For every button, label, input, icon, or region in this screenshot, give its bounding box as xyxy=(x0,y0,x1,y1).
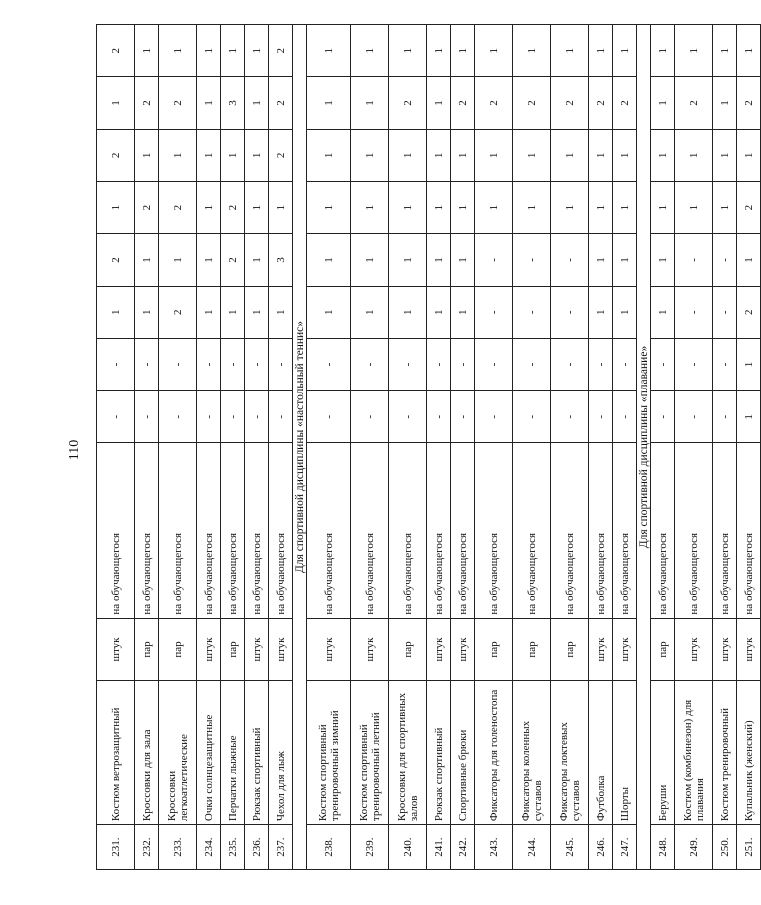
value-cell: 1 xyxy=(737,234,761,286)
value-cell: 1 xyxy=(135,25,159,77)
row-number: 251. xyxy=(737,825,761,870)
value-cell: 1 xyxy=(97,77,135,129)
value-cell: 1 xyxy=(389,286,427,338)
value-cell: 1 xyxy=(245,286,269,338)
value-cell: 2 xyxy=(675,77,713,129)
value-cell: 1 xyxy=(513,129,551,181)
value-cell: - xyxy=(135,338,159,390)
category-cell: на обучающегося xyxy=(351,443,389,618)
table-row xyxy=(245,25,269,870)
table-row xyxy=(613,25,637,870)
value-cell: 1 xyxy=(389,234,427,286)
item-name: Очки солнцезащитные xyxy=(197,681,221,825)
value-cell: 1 xyxy=(713,25,737,77)
value-cell: 1 xyxy=(613,25,637,77)
value-cell: 1 xyxy=(451,25,475,77)
value-cell: - xyxy=(475,338,513,390)
value-cell: 1 xyxy=(651,234,675,286)
unit-cell: штук xyxy=(737,618,761,681)
value-cell: 1 xyxy=(97,286,135,338)
value-cell: 1 xyxy=(737,25,761,77)
value-cell: 2 xyxy=(269,25,293,77)
value-cell: - xyxy=(551,234,589,286)
value-cell: 1 xyxy=(197,234,221,286)
value-cell: 2 xyxy=(589,77,613,129)
item-name: Рюкзак спортивный xyxy=(245,681,269,825)
value-cell: 1 xyxy=(651,129,675,181)
value-cell: - xyxy=(451,391,475,443)
value-cell: - xyxy=(651,338,675,390)
value-cell: 1 xyxy=(427,234,451,286)
table-row xyxy=(351,25,389,870)
table-row xyxy=(451,25,475,870)
page-number: 110 xyxy=(67,439,82,461)
unit-cell: пар xyxy=(651,618,675,681)
value-cell: 1 xyxy=(737,338,761,390)
value-cell: 1 xyxy=(737,129,761,181)
table-row xyxy=(427,25,451,870)
item-name: Шорты xyxy=(613,681,637,825)
value-cell: 1 xyxy=(427,286,451,338)
value-cell: 2 xyxy=(221,181,245,233)
value-cell: 2 xyxy=(221,234,245,286)
value-cell: - xyxy=(269,391,293,443)
value-cell: 1 xyxy=(389,181,427,233)
table-row xyxy=(475,25,513,870)
value-cell: - xyxy=(475,234,513,286)
value-cell: - xyxy=(475,391,513,443)
unit-cell: штук xyxy=(675,618,713,681)
value-cell: 2 xyxy=(613,77,637,129)
value-cell: 1 xyxy=(513,181,551,233)
value-cell: - xyxy=(675,391,713,443)
value-cell: 2 xyxy=(389,77,427,129)
value-cell: 1 xyxy=(307,129,351,181)
value-cell: 1 xyxy=(551,129,589,181)
value-cell: 1 xyxy=(97,181,135,233)
value-cell: 1 xyxy=(197,77,221,129)
equipment-table xyxy=(96,24,761,870)
value-cell: - xyxy=(513,391,551,443)
value-cell: 2 xyxy=(737,286,761,338)
value-cell: - xyxy=(513,286,551,338)
value-cell: 1 xyxy=(675,181,713,233)
value-cell: 1 xyxy=(427,129,451,181)
table-body xyxy=(97,25,761,870)
value-cell: 1 xyxy=(245,25,269,77)
unit-cell: штук xyxy=(351,618,389,681)
item-name: Спортивные брюки xyxy=(451,681,475,825)
value-cell: 1 xyxy=(135,129,159,181)
item-name: Футболка xyxy=(589,681,613,825)
value-cell: 1 xyxy=(221,129,245,181)
row-number: 231. xyxy=(97,825,135,870)
table-row xyxy=(513,25,551,870)
section-title: Для спортивной дисциплины «настольный теннис» xyxy=(293,25,307,870)
table-row xyxy=(221,25,245,870)
value-cell: 1 xyxy=(589,129,613,181)
row-number: 239. xyxy=(351,825,389,870)
row-number: 245. xyxy=(551,825,589,870)
value-cell: - xyxy=(713,286,737,338)
unit-cell: штук xyxy=(427,618,451,681)
value-cell: - xyxy=(427,338,451,390)
row-number: 234. xyxy=(197,825,221,870)
value-cell: - xyxy=(513,234,551,286)
value-cell: - xyxy=(675,234,713,286)
value-cell: 1 xyxy=(651,25,675,77)
row-number: 236. xyxy=(245,825,269,870)
value-cell: 1 xyxy=(475,181,513,233)
value-cell: - xyxy=(613,391,637,443)
unit-cell: штук xyxy=(713,618,737,681)
value-cell: 1 xyxy=(713,77,737,129)
value-cell: - xyxy=(551,338,589,390)
item-name: Фиксаторы для голеностопа xyxy=(475,681,513,825)
unit-cell: пар xyxy=(389,618,427,681)
category-cell: на обучающегося xyxy=(475,443,513,618)
value-cell: 1 xyxy=(351,77,389,129)
table-row xyxy=(159,25,197,870)
value-cell: 2 xyxy=(97,25,135,77)
row-number: 235. xyxy=(221,825,245,870)
value-cell: - xyxy=(307,391,351,443)
value-cell: 1 xyxy=(351,181,389,233)
item-name: Костюм спортивный тренировочный зимний xyxy=(307,681,351,825)
value-cell: - xyxy=(389,338,427,390)
value-cell: 1 xyxy=(307,286,351,338)
value-cell: 1 xyxy=(197,25,221,77)
value-cell: - xyxy=(427,391,451,443)
value-cell: 2 xyxy=(159,77,197,129)
value-cell: 1 xyxy=(197,181,221,233)
value-cell: 1 xyxy=(451,181,475,233)
value-cell: 1 xyxy=(221,286,245,338)
category-cell: на обучающегося xyxy=(427,443,451,618)
value-cell: - xyxy=(551,391,589,443)
value-cell: 1 xyxy=(551,181,589,233)
table-row xyxy=(97,25,135,870)
item-name: Костюм тренировочный xyxy=(713,681,737,825)
unit-cell: штук xyxy=(197,618,221,681)
item-name: Беруши xyxy=(651,681,675,825)
value-cell: 1 xyxy=(589,181,613,233)
value-cell: 1 xyxy=(269,286,293,338)
value-cell: 1 xyxy=(613,181,637,233)
value-cell: - xyxy=(197,391,221,443)
category-cell: на обучающегося xyxy=(135,443,159,618)
value-cell: 1 xyxy=(159,129,197,181)
table-row xyxy=(307,25,351,870)
value-cell: - xyxy=(589,391,613,443)
value-cell: 2 xyxy=(737,77,761,129)
value-cell: 1 xyxy=(451,286,475,338)
category-cell: на обучающегося xyxy=(613,443,637,618)
value-cell: 1 xyxy=(613,286,637,338)
unit-cell: пар xyxy=(135,618,159,681)
value-cell: 2 xyxy=(451,77,475,129)
table-row xyxy=(269,25,293,870)
value-cell: 2 xyxy=(269,77,293,129)
category-cell: на обучающегося xyxy=(713,443,737,618)
value-cell: 1 xyxy=(713,181,737,233)
value-cell: - xyxy=(713,391,737,443)
item-name: Костюм ветрозащитный xyxy=(97,681,135,825)
value-cell: - xyxy=(389,391,427,443)
category-cell: на обучающегося xyxy=(97,443,135,618)
category-cell: на обучающегося xyxy=(513,443,551,618)
unit-cell: штук xyxy=(97,618,135,681)
value-cell: - xyxy=(675,338,713,390)
category-cell: на обучающегося xyxy=(269,443,293,618)
value-cell: 1 xyxy=(269,181,293,233)
category-cell: на обучающегося xyxy=(651,443,675,618)
value-cell: 1 xyxy=(589,286,613,338)
value-cell: 1 xyxy=(197,286,221,338)
item-name: Кроссовки для зала xyxy=(135,681,159,825)
value-cell: - xyxy=(713,338,737,390)
row-number: 246. xyxy=(589,825,613,870)
category-cell: на обучающегося xyxy=(737,443,761,618)
row-number: 237. xyxy=(269,825,293,870)
value-cell: - xyxy=(713,234,737,286)
value-cell: 1 xyxy=(135,286,159,338)
row-number: 233. xyxy=(159,825,197,870)
value-cell: - xyxy=(135,391,159,443)
table-row xyxy=(651,25,675,870)
value-cell: 1 xyxy=(475,129,513,181)
value-cell: 2 xyxy=(135,181,159,233)
value-cell: - xyxy=(269,338,293,390)
value-cell: 3 xyxy=(269,234,293,286)
table-row xyxy=(675,25,713,870)
value-cell: 1 xyxy=(245,181,269,233)
value-cell: 1 xyxy=(307,77,351,129)
row-number: 240. xyxy=(389,825,427,870)
value-cell: 1 xyxy=(159,25,197,77)
row-number: 243. xyxy=(475,825,513,870)
value-cell: 2 xyxy=(97,129,135,181)
table-row xyxy=(389,25,427,870)
table-row xyxy=(197,25,221,870)
value-cell: - xyxy=(307,338,351,390)
section-row xyxy=(293,25,307,870)
category-cell: на обучающегося xyxy=(159,443,197,618)
value-cell: 1 xyxy=(427,25,451,77)
value-cell: 1 xyxy=(221,25,245,77)
value-cell: 1 xyxy=(427,77,451,129)
value-cell: 2 xyxy=(513,77,551,129)
value-cell: - xyxy=(451,338,475,390)
row-number: 244. xyxy=(513,825,551,870)
value-cell: 1 xyxy=(351,234,389,286)
value-cell: - xyxy=(97,338,135,390)
value-cell: 1 xyxy=(513,25,551,77)
table-row xyxy=(713,25,737,870)
value-cell: - xyxy=(675,286,713,338)
row-number: 232. xyxy=(135,825,159,870)
value-cell: 2 xyxy=(737,181,761,233)
category-cell: на обучающегося xyxy=(451,443,475,618)
value-cell: 1 xyxy=(475,25,513,77)
item-name: Купальник (женский) xyxy=(737,681,761,825)
unit-cell: пар xyxy=(513,618,551,681)
table-row xyxy=(589,25,613,870)
value-cell: 1 xyxy=(737,391,761,443)
category-cell: на обучающегося xyxy=(245,443,269,618)
value-cell: 1 xyxy=(389,129,427,181)
section-row xyxy=(637,25,651,870)
value-cell: - xyxy=(513,338,551,390)
category-cell: на обучающегося xyxy=(389,443,427,618)
value-cell: 1 xyxy=(197,129,221,181)
value-cell: 1 xyxy=(427,181,451,233)
value-cell: 1 xyxy=(307,234,351,286)
value-cell: - xyxy=(245,391,269,443)
value-cell: 1 xyxy=(451,129,475,181)
equipment-table-wrapper xyxy=(96,24,755,870)
row-number: 242. xyxy=(451,825,475,870)
value-cell: 1 xyxy=(245,77,269,129)
value-cell: 1 xyxy=(551,25,589,77)
item-name: Чехол для лыж xyxy=(269,681,293,825)
value-cell: - xyxy=(97,391,135,443)
value-cell: - xyxy=(651,391,675,443)
value-cell: 2 xyxy=(475,77,513,129)
category-cell: на обучающегося xyxy=(221,443,245,618)
item-name: Костюм (комбинезон) для плавания xyxy=(675,681,713,825)
value-cell: 1 xyxy=(613,234,637,286)
value-cell: - xyxy=(351,391,389,443)
unit-cell: штук xyxy=(245,618,269,681)
value-cell: 2 xyxy=(135,77,159,129)
unit-cell: пар xyxy=(475,618,513,681)
category-cell: на обучающегося xyxy=(675,443,713,618)
section-title: Для спортивной дисциплины «плавание» xyxy=(637,25,651,870)
unit-cell: пар xyxy=(551,618,589,681)
value-cell: 1 xyxy=(245,234,269,286)
value-cell: - xyxy=(221,338,245,390)
value-cell: 2 xyxy=(269,129,293,181)
value-cell: 1 xyxy=(651,286,675,338)
value-cell: 1 xyxy=(307,25,351,77)
item-name: Кроссовки легкоатлетические xyxy=(159,681,197,825)
value-cell: - xyxy=(159,338,197,390)
unit-cell: штук xyxy=(451,618,475,681)
value-cell: 1 xyxy=(159,234,197,286)
table-row xyxy=(551,25,589,870)
value-cell: 1 xyxy=(351,25,389,77)
value-cell: 2 xyxy=(159,181,197,233)
value-cell: 1 xyxy=(713,129,737,181)
category-cell: на обучающегося xyxy=(589,443,613,618)
item-name: Рюкзак спортивный xyxy=(427,681,451,825)
row-number: 247. xyxy=(613,825,637,870)
value-cell: 2 xyxy=(551,77,589,129)
item-name: Костюм спортивный тренировочный летний xyxy=(351,681,389,825)
value-cell: 1 xyxy=(675,25,713,77)
item-name: Фиксаторы коленных суставов xyxy=(513,681,551,825)
value-cell: 2 xyxy=(97,234,135,286)
item-name: Кроссовки для спортивных залов xyxy=(389,681,427,825)
value-cell: 1 xyxy=(389,25,427,77)
item-name: Перчатки лыжные xyxy=(221,681,245,825)
unit-cell: пар xyxy=(159,618,197,681)
value-cell: 1 xyxy=(651,181,675,233)
row-number: 248. xyxy=(651,825,675,870)
value-cell: 1 xyxy=(651,77,675,129)
category-cell: на обучающегося xyxy=(307,443,351,618)
row-number: 241. xyxy=(427,825,451,870)
row-number: 249. xyxy=(675,825,713,870)
value-cell: 1 xyxy=(351,129,389,181)
unit-cell: штук xyxy=(589,618,613,681)
table-row xyxy=(135,25,159,870)
value-cell: 1 xyxy=(589,25,613,77)
unit-cell: штук xyxy=(613,618,637,681)
value-cell: 1 xyxy=(675,129,713,181)
unit-cell: штук xyxy=(307,618,351,681)
category-cell: на обучающегося xyxy=(551,443,589,618)
value-cell: - xyxy=(221,391,245,443)
value-cell: 1 xyxy=(351,286,389,338)
unit-cell: пар xyxy=(221,618,245,681)
table-row xyxy=(737,25,761,870)
value-cell: 1 xyxy=(613,129,637,181)
value-cell: 1 xyxy=(245,129,269,181)
row-number: 250. xyxy=(713,825,737,870)
value-cell: - xyxy=(245,338,269,390)
value-cell: - xyxy=(159,391,197,443)
value-cell: - xyxy=(613,338,637,390)
value-cell: 1 xyxy=(135,234,159,286)
unit-cell: штук xyxy=(269,618,293,681)
category-cell: на обучающегося xyxy=(197,443,221,618)
value-cell: - xyxy=(551,286,589,338)
value-cell: 1 xyxy=(451,234,475,286)
value-cell: 2 xyxy=(159,286,197,338)
value-cell: 3 xyxy=(221,77,245,129)
value-cell: - xyxy=(475,286,513,338)
value-cell: 1 xyxy=(589,234,613,286)
value-cell: - xyxy=(351,338,389,390)
value-cell: - xyxy=(589,338,613,390)
row-number: 238. xyxy=(307,825,351,870)
item-name: Фиксаторы локтевых суставов xyxy=(551,681,589,825)
value-cell: - xyxy=(197,338,221,390)
value-cell: 1 xyxy=(307,181,351,233)
